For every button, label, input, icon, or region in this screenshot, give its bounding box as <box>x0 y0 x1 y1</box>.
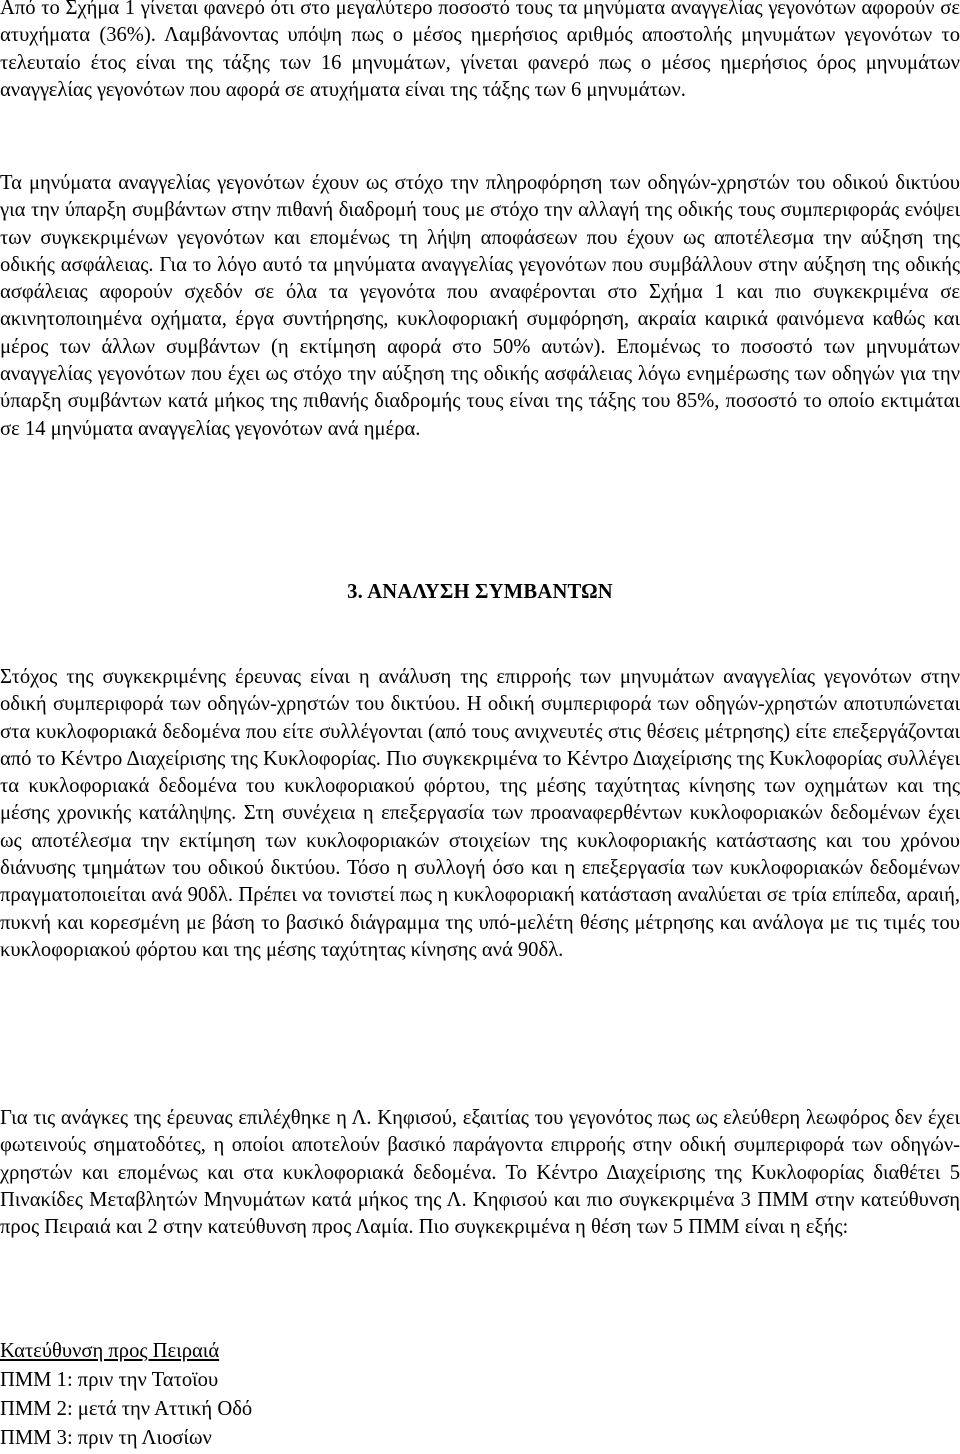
paragraph-accidents-share: Από το Σχήμα 1 γίνεται φανερό ότι στο μεγαλύτερο ποσοστό τους τα μηνύματα αναγγελίας γεγονότων αφορούν σε ατυχήματα (36%). Λαμβάνοντας υπόψη πως ο μέσος ημερήσιος αριθμός αποστολής μηνυμάτων γεγονότων το τελευταίο έτος είναι της τάξης των 16 μηνυμάτων, γίνεται φανερό πως ο μέσος ημερήσιος όρος μηνυμάτων αναγγελίας γεγονότων που αφορά σε ατυχήματα είναι της τάξης των 6 μηνυμάτων. <box>0 0 960 101</box>
vms-location-list <box>0 1337 960 1453</box>
list-item: ΠΜΜ 2: μετά την Αττική Οδό <box>0 1398 253 1420</box>
paragraph-research-aim: Στόχος της συγκεκριμένης έρευνας είναι η ανάλυση της επιρροής των μηνυμάτων αναγγελίας γεγονότων στην οδική συμπεριφορά των οδηγών-χρηστών του δικτύου. Η οδική συμπεριφορά των οδηγών-χρηστών αποτυπώνεται στα κυκλοφοριακά δεδομένα που είτε συλλέγονται (από τους ανιχνευτές στις θέσεις μέτρησης) είτε επεξεργάζονται από το Κέντρο Διαχείρισης της Κυκλοφορίας. Πιο συγκεκριμένα το Κέντρο Διαχείρισης της Κυκλοφορίας συλλέγει τα κυκλοφοριακά δεδομένα του κυκλοφοριακού φόρτου, της μέσης ταχύτητας κίνησης των οχημάτων και της μέσης χρονικής κατάληψης. Στη συνέχεια η επεξεργασία των προαναφερθέντων κυκλοφοριακών δεδομένων έχει ως αποτέλεσμα την εκτίμηση των κυκλοφοριακών στοιχείων της κυκλοφοριακής κατάστασης και του χρόνου διάνυσης τμημάτων του οδικού δικτύου. Τόσο η συλλογή όσο και η επεξεργασία των κυκλοφοριακών δεδομένων πραγματοποιείται ανά 90δλ. Πρέπει να τονιστεί πως η κυκλοφοριακή κατάσταση αναλύεται σε τρία επίπεδα, αραιή, πυκνή και κορεσμένη με βάση το βασικό διάγραμμα της υπό-μελέτη θέσης μέτρησης και ανάλογα με τις τιμές του κυκλοφοριακού φόρτου και της μέσης ταχύτητας κίνησης ανά 90δλ. <box>0 666 960 961</box>
paragraph-kifisou-selection: Για τις ανάγκες της έρευνας επιλέχθηκε η Λ. Κηφισού, εξαιτίας του γεγονότος πως ως ελεύθερη λεωφόρος δεν έχει φωτεινούς σηματοδότες, η οποίοι αποτελούν βασικό παράγοντα επιρροής στην οδική συμπεριφορά των οδηγών-χρηστών και επομένως και στα κυκλοφοριακά δεδομένα. Το Κέντρο Διαχείρισης της Κυκλοφορίας διαθέτει 5 Πινακίδες Μεταβλητών Μηνυμάτων κατά μήκος της Λ. Κηφισού και πιο συγκεκριμένα 3 ΠΜΜ στην κατεύθυνση προς Πειραιά και 2 στην κατεύθυνση προς Λαμία. Πιο συγκεκριμένα η θέση των 5 ΠΜΜ είναι η εξής: <box>0 1107 960 1239</box>
section-heading: 3. ΑΝΑΛΥΣΗ ΣΥΜΒΑΝΤΩΝ <box>347 581 613 603</box>
list-item: ΠΜΜ 3: πριν τη Λιοσίων <box>0 1427 212 1449</box>
list-item: ΠΜΜ 1: πριν την Τατοϊου <box>0 1369 219 1391</box>
paragraph-message-goals: Τα μηνύματα αναγγελίας γεγονότων έχουν ως στόχο την πληροφόρηση των οδηγών-χρηστών του οδικού δικτύου για την ύπαρξη συμβάντων στην πιθανή διαδρομή τους με στόχο την αλλαγή της οδικής τους συμπεριφοράς ενόψει των συγκεκριμένων γεγονότων και επομένως τη λήψη αποφάσεων που έχουν ως αποτέλεσμα την αύξηση της οδικής ασφάλειας. Για το λόγο αυτό τα μηνύματα αναγγελίας γεγονότων που συμβάλλουν στην αύξηση της οδικής ασφάλειας αφορούν σχεδόν σε όλα τα γεγονότα που αναφέρονται στο Σχήμα 1 και πιο συγκεκριμένα σε ακινητοποιημένα οχήματα, έργα συντήρησης, κυκλοφοριακή συμφόρηση, ακραία καιρικά φαινόμενα καθώς και μέρος των άλλων συμβάντων (η εκτίμηση αφορά στο 50% αυτών). Επομένως το ποσοστό των μηνυμάτων αναγγελίας γεγονότων που έχει ως στόχο την αύξηση της οδικής ασφάλειας λόγω ενημέρωσης των οδηγών για την ύπαρξη συμβάντων κατά μήκος της πιθανής διαδρομής τους είναι της τάξης του 85%, ποσοστό το οποίο εκτιμάται σε 14 μηνύματα αναγγελίας γεγονότων ανά ημέρα. <box>0 172 960 440</box>
list-title: Κατεύθυνση προς Πειραιά <box>0 1340 220 1362</box>
